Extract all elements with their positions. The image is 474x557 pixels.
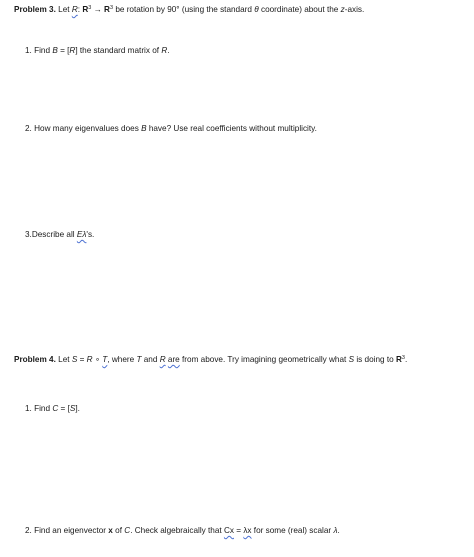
problem3-question-3: 3.Describe all Eλ's. [25,230,95,239]
problem4-heading: Problem 4. [14,355,56,364]
problem4-question-2: 2. Find an eigenvector x of C. Check algebraically that Cx = λx for some (real) scalar λ. [25,526,340,535]
problem3-question-2: 2. How many eigenvalues does B have? Use real coefficients without multiplicity. [25,124,317,133]
var-R: R [71,5,78,14]
problem3-intro: Problem 3. Let R: $R^3 \to R^3$ be rotation by 90° (using the standard θ coordinate) about the z-axis. [14,5,365,14]
problem4-intro: Problem 4. Let S = R ∘ T, where T and R are from above. Try imagining geometrically what S is doing to $R^3$. [14,355,408,364]
arrow-icon: → [93,5,102,14]
problem3-heading: Problem 3. [14,5,56,14]
problem4-question-1: 1. Find C = [S]. [25,404,80,413]
problem3-question-1: 1. Find B = [R] the standard matrix of R. [25,46,170,55]
